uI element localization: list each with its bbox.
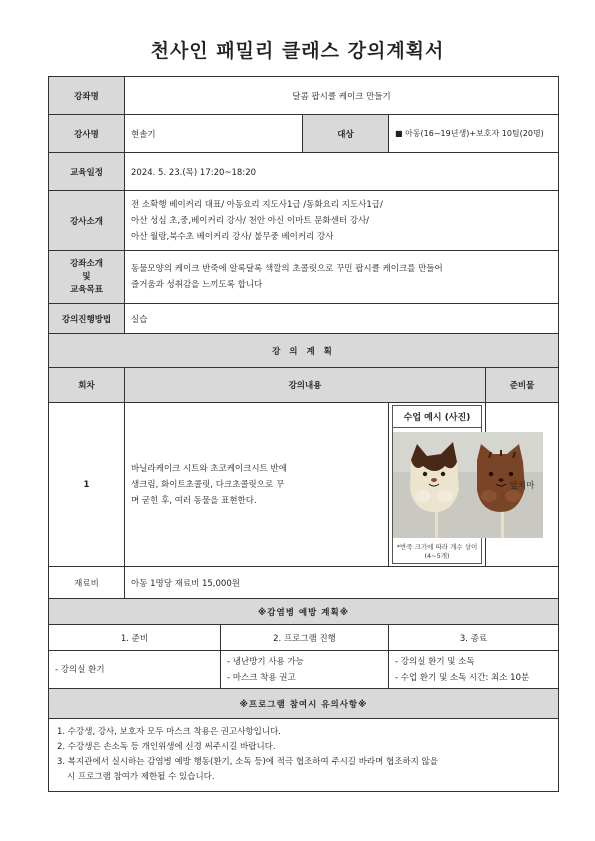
- goal-line: 동물모양의 케이크 반죽에 알록달록 색깔의 초콜릿으로 꾸민 팝시클 케이크를 만들어: [131, 264, 443, 274]
- intro-line: 아산 성심 초,중,베이커리 강사/ 천안 아신 이마트 문화센터 강사/: [131, 215, 370, 226]
- content-line: 바닐라케이크 시트와 초코케이크시트 반에: [131, 463, 287, 474]
- instructor-name: 현솔기: [125, 115, 303, 153]
- lecture-plan-form: [48, 76, 559, 792]
- plan-section-title: 강 의 계 획: [49, 334, 559, 368]
- goal-text: [125, 251, 559, 304]
- course-name: 달콤 팝시클 케이크 만들기: [125, 77, 559, 115]
- material-label: 재료비: [49, 567, 125, 599]
- content-text: [125, 403, 389, 567]
- prevention-header-row: [49, 625, 559, 651]
- instructor-row: [49, 115, 559, 153]
- prevention-item: - 냉난방기 사용 가능: [227, 656, 304, 667]
- note-item: 2. 수강생은 손소독 등 개인위생에 신경 써주시길 바랍니다.: [57, 742, 276, 752]
- content-line: 생크림, 화이트초콜릿, 다크초콜릿으로 꾸: [131, 479, 285, 490]
- plan-section-row: [49, 334, 559, 368]
- goal-label: [49, 251, 125, 304]
- content-line: 며 굳힌 후, 여러 동물을 표현한다.: [131, 495, 257, 506]
- goal-label-line: 및: [82, 271, 91, 282]
- note-item: 1. 수강생, 강사, 보호자 모두 마스크 착용은 권고사항입니다.: [57, 727, 281, 737]
- instructor-label: 강사명: [49, 115, 125, 153]
- plan-header-row: [49, 368, 559, 403]
- prevention-title: ※감염병 예방 계획※: [49, 599, 559, 625]
- prevention-items-row: [49, 651, 559, 689]
- content-header: 강의내용: [125, 368, 486, 403]
- photo-cell: [389, 403, 486, 567]
- photo-box: [392, 405, 482, 564]
- intro-line: 전 소확행 베이커리 대표/ 아동요리 지도사1급 /동화요리 지도사1급/: [131, 199, 383, 210]
- goal-line: 즐거움과 성취감을 느끼도록 합니다: [131, 280, 263, 290]
- prevention-step-items: [221, 651, 389, 689]
- course-row: [49, 77, 559, 115]
- target-label: 대상: [303, 115, 389, 153]
- prevention-step-header: 1. 준비: [49, 625, 221, 651]
- note-item-continuation: 시 프로그램 참여가 제한될 수 있습니다.: [67, 772, 215, 782]
- intro-row: [49, 191, 559, 251]
- goal-row: [49, 251, 559, 304]
- prevention-item: - 마스크 착용 권고: [227, 672, 296, 683]
- prevention-item: - 강의실 환기: [55, 664, 105, 675]
- method-value: 실습: [125, 304, 559, 334]
- prevention-step-header: 2. 프로그램 진행: [221, 625, 389, 651]
- session-number: 1: [49, 403, 125, 567]
- notes-title-row: [49, 689, 559, 719]
- photo-note: *반죽 크기에 따라 개수 상이(4~5개): [396, 543, 478, 560]
- schedule-row: [49, 153, 559, 191]
- method-label: 강의진행방법: [49, 304, 125, 334]
- prevention-item: - 수업 환기 및 소독 시간: 최소 10분: [395, 672, 530, 683]
- prevention-step-header: 3. 종료: [389, 625, 559, 651]
- intro-line: 아산 월랑,북수초 베이커리 강사/ 불무중 베이커리 강사: [131, 231, 334, 242]
- course-label: 강좌명: [49, 77, 125, 115]
- prep-header: 준비물: [486, 368, 559, 403]
- plan-row: [49, 403, 559, 567]
- notes-row: [49, 719, 559, 792]
- method-row: [49, 304, 559, 334]
- prevention-title-row: [49, 599, 559, 625]
- material-value: 아동 1명당 재료비 15,000원: [125, 567, 559, 599]
- note-item: 3. 복지관에서 실시하는 감염병 예방 행동(환기, 소독 등)에 적극 협조하여 주시길 바라며 협조하지 않을: [57, 757, 439, 767]
- goal-label-line: 강좌소개: [70, 258, 103, 269]
- photo-title: 수업 예시 (사진): [393, 406, 481, 428]
- prevention-step-items: [49, 651, 221, 689]
- session-header: 회차: [49, 368, 125, 403]
- notes-list: [49, 719, 559, 792]
- intro-text: [125, 191, 559, 251]
- schedule-value: 2024. 5. 23.(목) 17:20~18:20: [125, 153, 559, 191]
- material-row: [49, 567, 559, 599]
- prevention-item: - 강의실 환기 및 소독: [395, 656, 475, 667]
- target-value: ■ 아동(16~19년생)+보호자 10팀(20명): [389, 115, 559, 153]
- intro-label: 강사소개: [49, 191, 125, 251]
- goal-label-line: 교육목표: [70, 284, 103, 295]
- prep-value: 앞치마: [486, 403, 559, 567]
- document-title: 천사인 패밀리 클래스 강의계획서: [150, 40, 445, 62]
- schedule-label: 교육일정: [49, 153, 125, 191]
- notes-title: ※프로그램 참여시 유의사항※: [49, 689, 559, 719]
- prevention-step-items: [389, 651, 559, 689]
